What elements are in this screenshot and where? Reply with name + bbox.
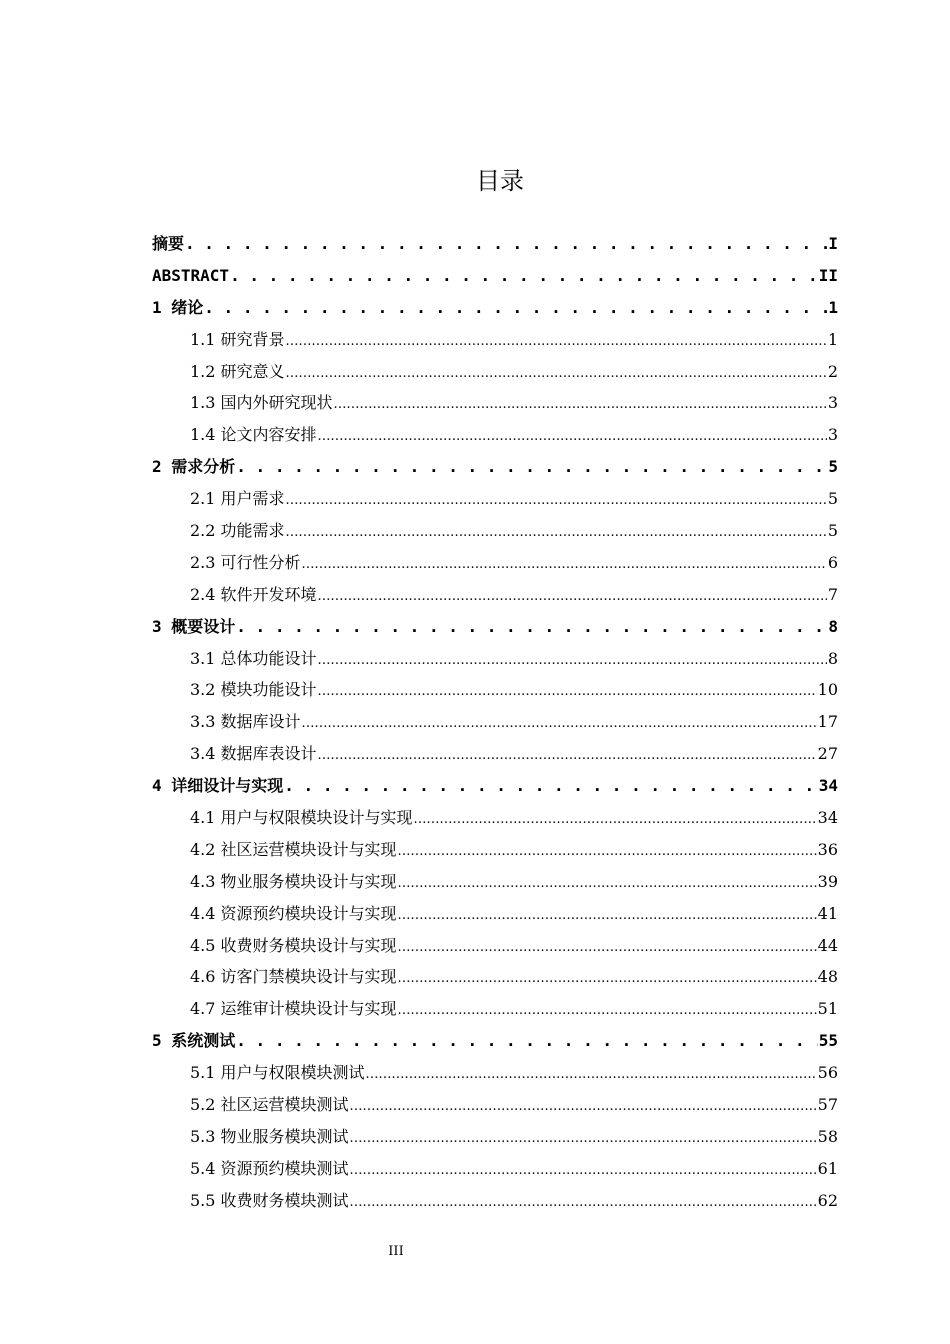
toc-dot-leader	[350, 1153, 817, 1187]
toc-dot-leader	[230, 260, 818, 292]
toc-entry-page: 1	[828, 297, 838, 317]
toc-entry-text: 2.2 功能需求	[190, 521, 285, 541]
toc-entry-page: 36	[817, 839, 838, 859]
toc-entry-text: 3.4 数据库表设计	[190, 744, 317, 764]
toc-entry-text: 4.4 资源预约模块设计与实现	[190, 903, 397, 923]
toc-entry-page: 56	[817, 1063, 838, 1083]
toc-entry-text: 3.3 数据库设计	[190, 712, 301, 732]
toc-dot-leader	[286, 483, 827, 517]
toc-entry-text: 1.1 研究背景	[190, 329, 285, 349]
toc-section-entry[interactable]	[152, 1057, 838, 1089]
toc-section-entry[interactable]	[152, 547, 838, 579]
toc-entry-page: 55	[818, 1031, 838, 1051]
toc-entry-page: II	[818, 265, 838, 285]
toc-section-entry[interactable]	[152, 387, 838, 419]
toc-dot-leader	[398, 930, 817, 964]
toc-entry-text: 4.1 用户与权限模块设计与实现	[190, 808, 413, 828]
toc-entry-page: 62	[817, 1190, 838, 1210]
toc-section-entry[interactable]	[152, 643, 838, 675]
toc-section-entry[interactable]	[152, 324, 838, 356]
toc-dot-leader	[350, 1185, 817, 1219]
toc-dot-leader	[286, 356, 827, 390]
toc-dot-leader	[302, 547, 827, 581]
toc-section-entry[interactable]	[152, 1185, 838, 1217]
toc-section-entry[interactable]	[152, 483, 838, 515]
toc-title: 目录	[476, 167, 524, 195]
toc-list	[152, 228, 838, 1217]
toc-entry-text: 4.5 收费财务模块设计与实现	[190, 935, 397, 955]
toc-section-entry[interactable]	[152, 674, 838, 706]
toc-entry-page: 7	[827, 584, 838, 604]
toc-chapter-entry[interactable]	[152, 260, 838, 292]
toc-entry-page: 3	[827, 393, 838, 413]
toc-dot-leader	[286, 515, 827, 549]
toc-dot-leader	[398, 834, 817, 868]
toc-entry-page: I	[828, 234, 838, 253]
toc-entry-page: 2	[827, 361, 838, 381]
toc-section-entry[interactable]	[152, 738, 838, 770]
toc-entry-page: 39	[817, 871, 838, 891]
toc-entry-text: 4.6 访客门禁模块设计与实现	[190, 967, 397, 987]
toc-dot-leader	[350, 1089, 817, 1123]
toc-chapter-entry[interactable]	[152, 451, 838, 483]
toc-dot-leader	[318, 643, 827, 677]
toc-section-entry[interactable]	[152, 515, 838, 547]
toc-entry-text: 1.4 论文内容安排	[190, 425, 317, 445]
toc-entry-page: 6	[827, 552, 838, 572]
toc-dot-leader	[236, 611, 827, 643]
toc-entry-page: 1	[827, 329, 838, 349]
toc-entry-page: 5	[828, 457, 838, 477]
toc-dot-leader	[350, 1121, 817, 1155]
toc-entry-page: 61	[817, 1158, 838, 1178]
toc-chapter-entry[interactable]	[152, 228, 838, 260]
toc-entry-text: 1 绪论	[152, 297, 204, 317]
toc-dot-leader	[318, 738, 817, 772]
toc-entry-text: ABSTRACT	[152, 265, 230, 285]
toc-entry-text: 4.2 社区运营模块设计与实现	[190, 839, 397, 859]
toc-chapter-entry[interactable]	[152, 770, 838, 802]
toc-entry-text: 2.3 可行性分析	[190, 552, 301, 572]
toc-entry-page: 57	[817, 1095, 838, 1115]
toc-entry-text: 5 系统测试	[152, 1031, 236, 1051]
toc-dot-leader	[185, 228, 827, 260]
toc-section-entry[interactable]	[152, 802, 838, 834]
toc-section-entry[interactable]	[152, 356, 838, 388]
toc-dot-leader	[302, 706, 817, 740]
toc-entry-text: 2.1 用户需求	[190, 489, 285, 509]
toc-entry-page: 5	[827, 489, 838, 509]
toc-entry-page: 27	[817, 744, 838, 764]
toc-section-entry[interactable]	[152, 961, 838, 993]
toc-section-entry[interactable]	[152, 993, 838, 1025]
toc-entry-page: 58	[817, 1126, 838, 1146]
toc-entry-text: 5.2 社区运营模块测试	[190, 1095, 349, 1115]
toc-chapter-entry[interactable]	[152, 292, 838, 324]
toc-dot-leader	[286, 324, 827, 358]
toc-dot-leader	[398, 898, 817, 932]
toc-entry-text: 摘要	[152, 234, 185, 253]
toc-chapter-entry[interactable]	[152, 611, 838, 643]
toc-entry-text: 3 概要设计	[152, 616, 236, 636]
toc-entry-page: 44	[817, 935, 838, 955]
toc-dot-leader	[398, 993, 817, 1027]
toc-dot-leader	[236, 1025, 817, 1057]
toc-entry-text: 2 需求分析	[152, 457, 236, 477]
toc-section-entry[interactable]	[152, 1121, 838, 1153]
toc-entry-page: 34	[817, 808, 838, 828]
toc-section-entry[interactable]	[152, 706, 838, 738]
toc-dot-leader	[366, 1057, 817, 1091]
toc-dot-leader	[398, 961, 817, 995]
toc-chapter-entry[interactable]	[152, 1025, 838, 1057]
toc-dot-leader	[414, 802, 817, 836]
toc-entry-page: 34	[818, 776, 838, 796]
toc-dot-leader	[204, 292, 827, 324]
toc-entry-page: 51	[817, 999, 838, 1019]
toc-entry-text: 4.7 运维审计模块设计与实现	[190, 999, 397, 1019]
toc-section-entry[interactable]	[152, 834, 838, 866]
toc-dot-leader	[334, 387, 827, 421]
toc-section-entry[interactable]	[152, 1089, 838, 1121]
toc-entry-page: 8	[827, 648, 838, 668]
toc-section-entry[interactable]	[152, 866, 838, 898]
toc-section-entry[interactable]	[152, 898, 838, 930]
toc-dot-leader	[318, 419, 827, 453]
toc-section-entry[interactable]	[152, 419, 838, 451]
toc-section-entry[interactable]	[152, 579, 838, 611]
toc-section-entry[interactable]	[152, 1153, 838, 1185]
toc-entry-text: 1.3 国内外研究现状	[190, 393, 333, 413]
toc-entry-page: 5	[827, 521, 838, 541]
toc-entry-page: 17	[817, 712, 838, 732]
toc-dot-leader	[236, 451, 827, 483]
toc-entry-text: 1.2 研究意义	[190, 361, 285, 381]
toc-entry-text: 3.1 总体功能设计	[190, 648, 317, 668]
toc-entry-text: 5.4 资源预约模块测试	[190, 1158, 349, 1178]
toc-dot-leader	[398, 866, 817, 900]
toc-entry-text: 3.2 模块功能设计	[190, 680, 317, 700]
toc-entry-page: 41	[817, 903, 838, 923]
toc-entry-text: 5.3 物业服务模块测试	[190, 1126, 349, 1146]
toc-dot-leader	[284, 770, 817, 802]
toc-entry-page: 3	[827, 425, 838, 445]
toc-entry-page: 10	[817, 680, 838, 700]
toc-entry-text: 5.1 用户与权限模块测试	[190, 1063, 365, 1083]
toc-section-entry[interactable]	[152, 930, 838, 962]
toc-entry-text: 5.5 收费财务模块测试	[190, 1190, 349, 1210]
toc-entry-page: 8	[828, 616, 838, 636]
page-number: III	[388, 1244, 404, 1259]
toc-dot-leader	[318, 674, 817, 708]
toc-dot-leader	[318, 579, 827, 613]
toc-entry-text: 4.3 物业服务模块设计与实现	[190, 871, 397, 891]
toc-entry-text: 2.4 软件开发环境	[190, 584, 317, 604]
toc-entry-text: 4 详细设计与实现	[152, 776, 284, 796]
toc-entry-page: 48	[817, 967, 838, 987]
